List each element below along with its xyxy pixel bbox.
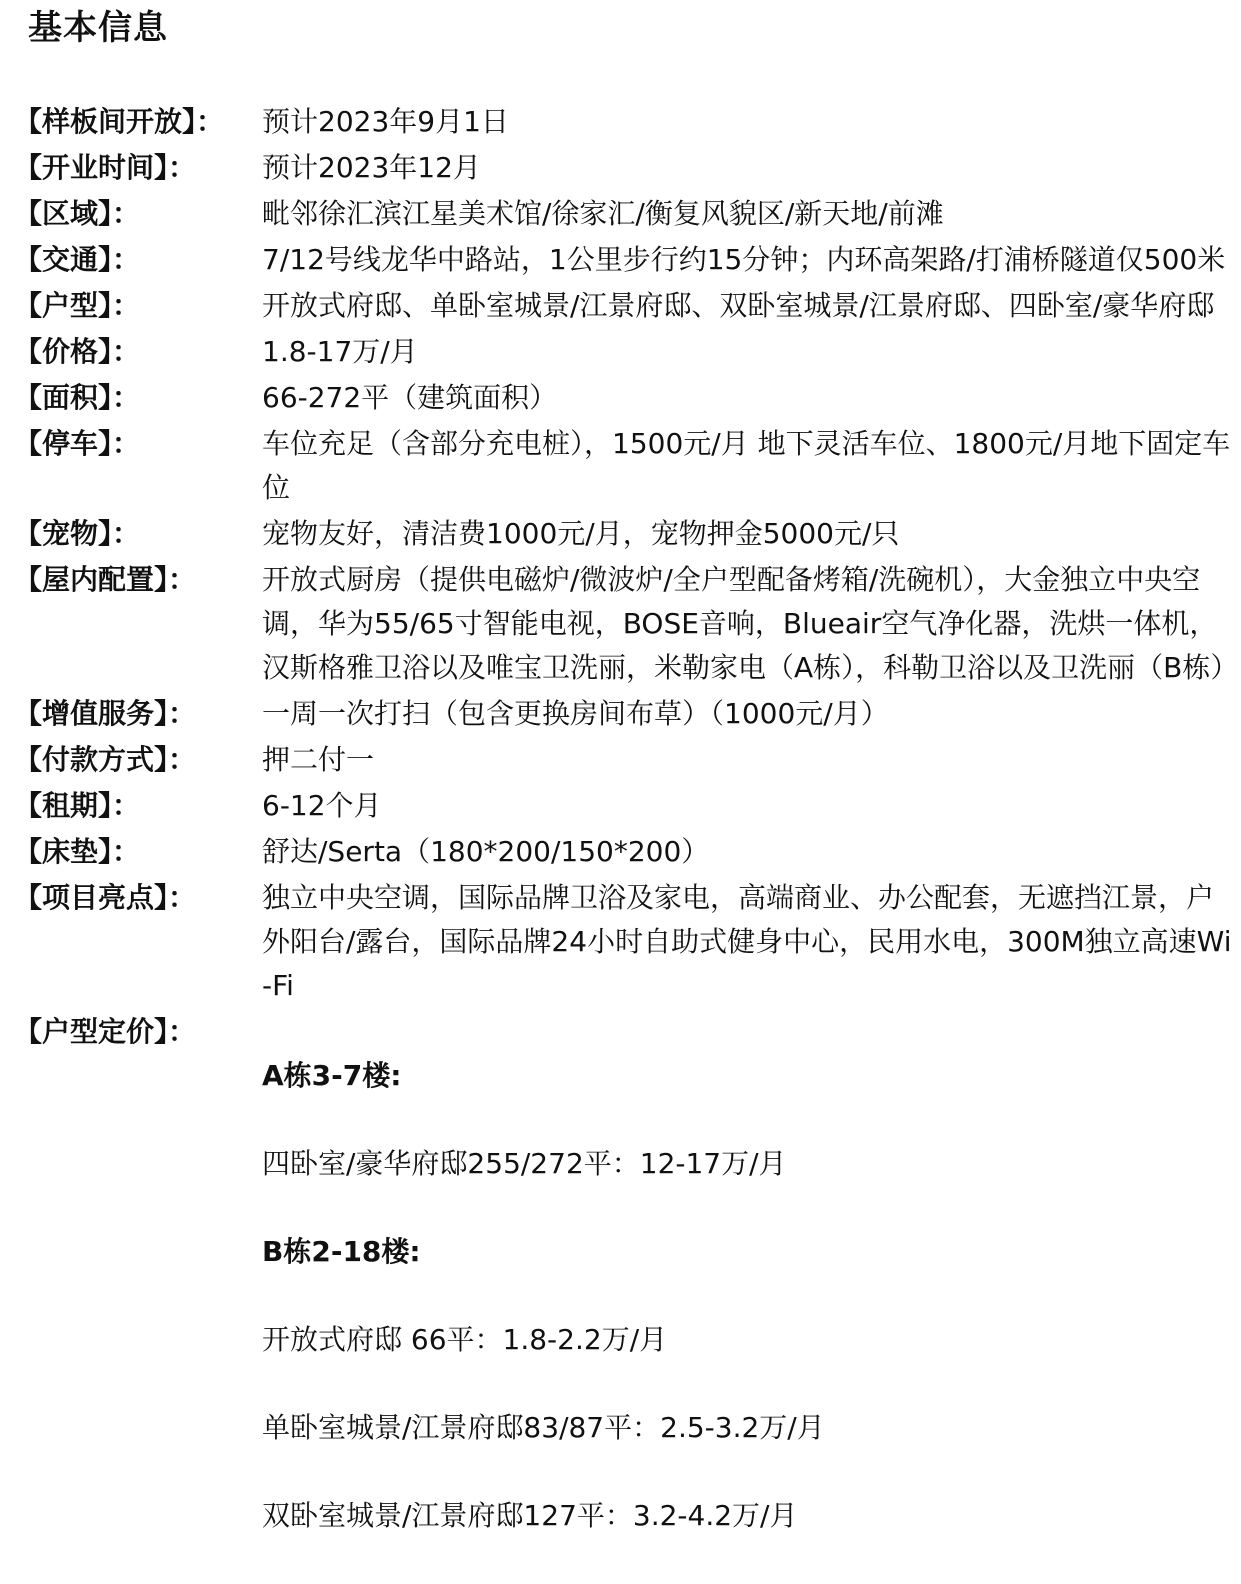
info-label: 【户型定价】： — [14, 1015, 197, 1048]
info-list — [14, 100, 1239, 1584]
info-label: 【交通】： — [14, 243, 141, 276]
info-row-parking — [14, 422, 1234, 510]
info-label: 【样板间开放】： — [14, 105, 225, 138]
info-row-area-location — [14, 192, 1234, 236]
info-value: 7/12号线龙华中路站，1公里步行约15分钟；内环高架路/打浦桥隧道仅500米 — [262, 243, 1226, 276]
info-row-payment — [14, 738, 1234, 782]
price-line: 开放式府邸 66平：1.8-2.2万/月 — [262, 1323, 668, 1356]
info-label: 【宠物】： — [14, 517, 141, 550]
info-label: 【增值服务】： — [14, 697, 197, 730]
info-row-transport — [14, 238, 1234, 282]
building-a-heading: A栋3-7楼: — [262, 1059, 402, 1092]
info-row-pets — [14, 512, 1234, 556]
info-label: 【面积】： — [14, 381, 141, 414]
info-row-size — [14, 376, 1234, 420]
info-value: 6-12个月 — [262, 789, 382, 822]
info-label: 【停车】： — [14, 427, 141, 460]
info-row-unit-types — [14, 284, 1234, 328]
info-value: 开放式府邸、单卧室城景/江景府邸、双卧室城景/江景府邸、四卧室/豪华府邸 — [262, 289, 1215, 322]
info-row-showroom — [14, 100, 1234, 144]
info-label: 【床垫】： — [14, 835, 141, 868]
info-value: 一周一次打扫（包含更换房间布草）（1000元/月） — [262, 697, 889, 730]
info-label: 【户型】： — [14, 289, 141, 322]
info-value: 预计2023年9月1日 — [262, 105, 509, 138]
info-row-mattress — [14, 830, 1234, 874]
price-line: 双卧室城景/江景府邸127平：3.2-4.2万/月 — [262, 1499, 798, 1532]
info-row-pricing — [14, 1010, 1234, 1582]
info-row-interior — [14, 558, 1239, 690]
info-row-lease-term — [14, 784, 1234, 828]
pricing-details — [262, 1010, 1234, 1582]
info-label: 【区域】： — [14, 197, 141, 230]
info-value: 押二付一 — [262, 743, 375, 776]
info-value: 1.8-17万/月 — [262, 335, 418, 368]
info-label: 【租期】： — [14, 789, 141, 822]
price-line: 四卧室/豪华府邸255/272平：12-17万/月 — [262, 1147, 787, 1180]
building-b-heading: B栋2-18楼: — [262, 1235, 421, 1268]
price-line: 单卧室城景/江景府邸83/87平：2.5-3.2万/月 — [262, 1411, 825, 1444]
info-value: 独立中央空调，国际品牌卫浴及家电，高端商业、办公配套，无遮挡江景，户外阳台/露台，国际品牌24小时自助式健身中心，民用水电，300M独立高速Wi-Fi — [262, 881, 1232, 1002]
info-value: 车位充足（含部分充电桩），1500元/月 地下灵活车位、1800元/月地下固定车位 — [262, 427, 1231, 504]
info-row-price — [14, 330, 1234, 374]
info-value: 开放式厨房（提供电磁炉/微波炉/全户型配备烤箱/洗碗机），大金独立中央空调，华为55/65寸智能电视，BOSE音响，Blueair空气净化器，洗烘一体机，汉斯格雅卫浴以及唯宝卫洗丽，米勒家电（A栋），科勒卫浴以及卫洗丽（B栋） — [262, 563, 1239, 684]
info-label: 【开业时间】： — [14, 151, 197, 184]
info-label: 【屋内配置】： — [14, 563, 197, 596]
info-row-opening — [14, 146, 1234, 190]
info-label: 【项目亮点】： — [14, 881, 197, 914]
info-label: 【付款方式】： — [14, 743, 197, 776]
info-value: 66-272平（建筑面积） — [262, 381, 558, 414]
info-value: 宠物友好，清洁费1000元/月，宠物押金5000元/只 — [262, 517, 900, 550]
page-title: 基本信息 — [28, 8, 168, 48]
info-value: 毗邻徐汇滨江星美术馆/徐家汇/衡复风貌区/新天地/前滩 — [262, 197, 944, 230]
info-row-services — [14, 692, 1234, 736]
info-row-highlights — [14, 876, 1234, 1008]
info-label: 【价格】： — [14, 335, 141, 368]
info-value: 舒达/Serta（180*200/150*200） — [262, 835, 710, 868]
info-value: 预计2023年12月 — [262, 151, 481, 184]
